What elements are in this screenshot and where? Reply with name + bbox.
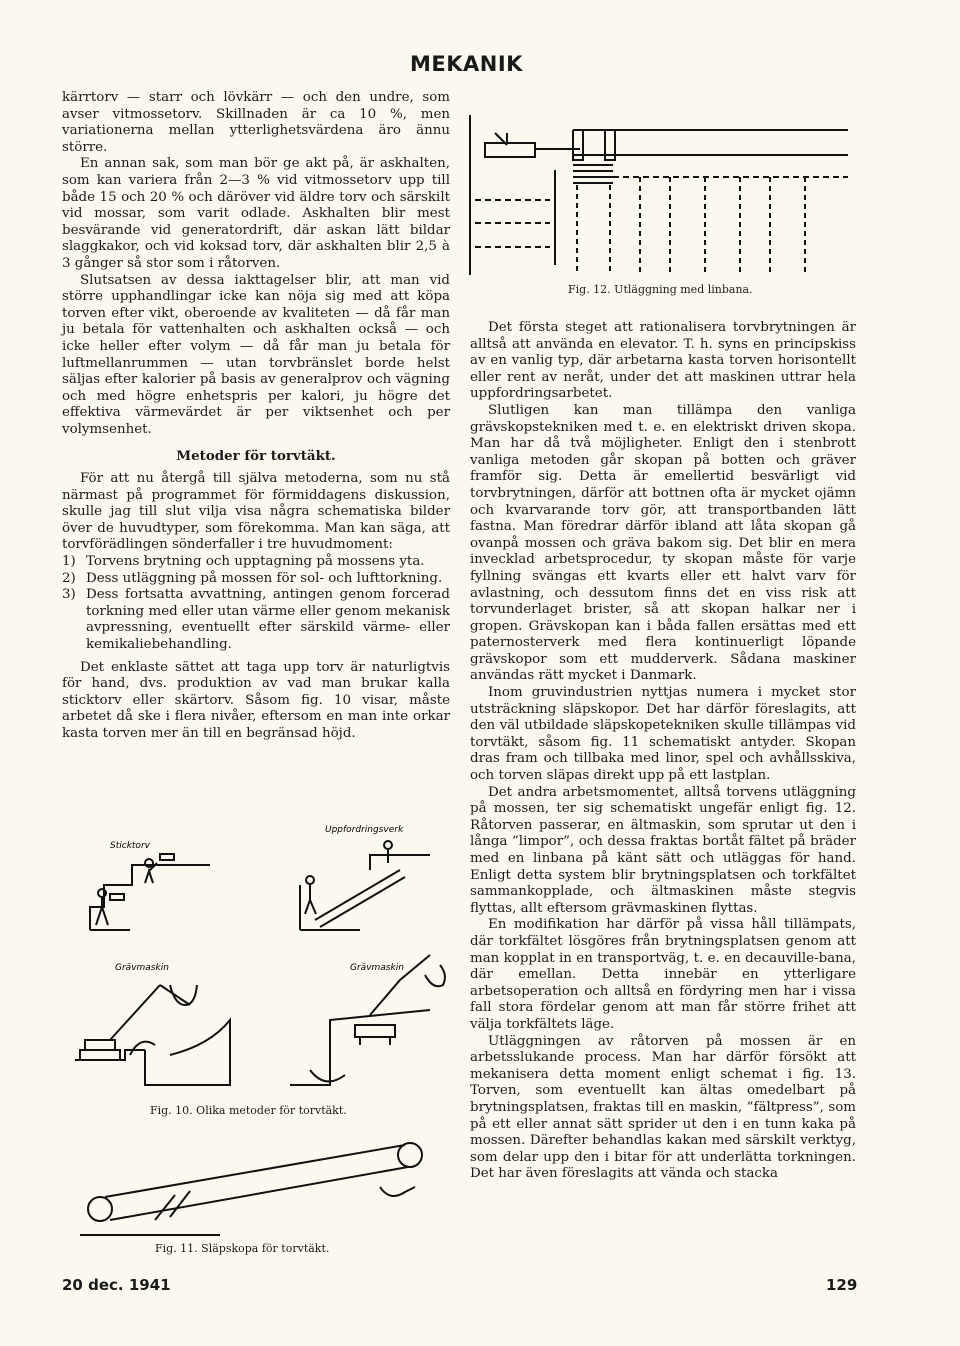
- paragraph: En modifikation har därför på vissa håll tillämpats, där torkfältet lösgöres från brytningsplatsen genom att man kopplat in en transportväg, t. e. en decauville-bana, där emellan. Detta innebär en ytterligare arbetsoperation och alltså en fördyring men har i vissa fall stora fördelar genom att man får större frihet att välja torkfältets läge.: [470, 917, 856, 1032]
- figure-11-caption: Fig. 11. Släpskopa för torvtäkt.: [155, 1242, 330, 1255]
- section-subheading: Metoder för torvtäkt.: [176, 448, 336, 465]
- paragraph: För att nu återgå till själva metoderna, som nu stå närmast på programmet för förmiddagens diskussion, skulle jag till slut vilja visa några schematiska bilder över de huvudtyper, som förekomma. Man kan säga, att torvförädlingen sönderfaller i tre huvudmoment:: [62, 471, 450, 553]
- list-item: 2) Dess utläggning på mossen för sol- och lufttorkning.: [62, 570, 443, 586]
- footer-date: 20 dec. 1941: [62, 1276, 171, 1294]
- left-column: [62, 90, 450, 743]
- section-header: MEKANIK: [410, 52, 523, 76]
- figure-label-gravmaskin: Grävmaskin: [350, 963, 404, 973]
- paragraph: Det enklaste sättet att taga upp torv är naturligtvis för hand, dvs. produktion av vad man brukar kalla sticktorv eller skärtorv. Såsom fig. 10 visar, måste arbetet då ske i flera nivåer, eftersom en man inte orkar kasta torven mer än till en begränsad höjd.: [62, 659, 450, 741]
- paragraph: Det andra arbetsmomentet, alltså torvens utläggning på mossen, ter sig schematiskt ungefär enligt fig. 12. Råtorven passerar, en ältmaskin, som sprutar ut den i långa ”limpor”, och dessa fraktas bortåt fältet på bräder med en linbana på känt sätt och utläggas för hand. Enligt detta system blir brytningsplatsen och torkfältet sammankopplade, och ältmaskinen måste stegvis flyttas, allt eftersom grävmaskinen flyttas.: [470, 784, 856, 916]
- figure-12-caption: Fig. 12. Utläggning med linbana.: [568, 283, 753, 296]
- figure-10-diagram: [70, 815, 460, 1105]
- page-number: 129: [826, 1276, 858, 1294]
- paragraph: En annan sak, som man bör ge akt på, är askhalten, som kan variera från 2—3 % vid vitmossetorv upp till både 15 och 20 % och däröver vid äldre torv och särskilt vid mossar, som varit odlade. Askhalten blir mest besvärande vid generatordrift, där askan lätt bildar slaggkakor, och vid koksad torv, där askhalten blir 2,5 à 3 gånger så stor som i råtorven.: [62, 156, 450, 271]
- list-item: 3) Dess fortsatta avvattning, antingen genom forcerad torkning med eller utan värme eller genom mekanisk avpressning, eventuellt efter särskild värme- eller kemikaliebehandling.: [62, 587, 450, 652]
- paragraph: Slutligen kan man tillämpa den vanliga grävskopstekniken med t. e. en elektriskt driven skopa. Man har då två möjligheter. Enligt den i stenbrott vanliga metoden går skopan på botten och gräver framför sig. Detta är emellertid besvärligt vid torvbrytningen, därför att bottnen ofta är mycket ojämn och kvarvarande torv gör, att transportbanden lätt fastna. Man föredrar därför ibland att låta skopan gå ovanpå mossen och gräva bakom sig. Det blir en mera invecklad arbetsprocedur, ty skopan måste för varje fyllning svängas ett kvarts eller ett halvt varv för avlastning, och dessutom finns det en viss risk att torvunderlaget brister, så att skopan halkar ner i gropen. Grävskopan kan i båda fallen ersättas med ett paternosterverk med flera kontinuerligt löpande grävskopor som ett mudderverk. Sådana maskiner användas rätt mycket i Danmark.: [470, 402, 856, 684]
- paragraph: Inom gruvindustrien nyttjas numera i mycket stor utsträckning släpskopor. Det har därför föreslagits, att den väl utbildade släpskopetekniken skulle tillämpas vid torvtäkt, såsom fig. 11 schematiskt antyder. Skopan dras fram och tillbaka med linor, spel och avhållsskiva, och torven släpas direkt upp på ett lastplan.: [470, 685, 856, 784]
- paragraph: Slutsatsen av dessa iakttagelser blir, att man vid större upphandlingar icke kan nöja sig med att köpa torven efter vikt, oberoende av kvaliteten — då får man ju betala för vattenhalten och askhalten också — och icke heller efter volym — då får man ju betala för luftmellanrummen — utan torvbränslet borde helst säljas efter kalorier på basis av generalprov och vägning och med högre enhetspris per kalori, ju högre det effektiva värmevärdet är per viktsenhet och per volymsenhet.: [62, 272, 450, 437]
- figure-label-sticktorv: Sticktorv: [110, 841, 150, 851]
- figure-10-caption: Fig. 10. Olika metoder för torvtäkt.: [150, 1104, 347, 1117]
- figure-11-diagram: [80, 1125, 430, 1245]
- list-item: 1) Torvens brytning och upptagning på mossens yta.: [62, 554, 425, 570]
- numbered-list: [62, 554, 450, 654]
- figure-12-diagram: [465, 95, 855, 285]
- paragraph: kärrtorv — starr och lövkärr — och den undre, som avser vitmossetorv. Skillnaden är ca 10 %, men variationerna mellan ytterlighetsvärdena äro ännu större.: [62, 90, 450, 155]
- right-column: [470, 320, 856, 1183]
- paragraph: Utläggningen av råtorven på mossen är en arbetsslukande process. Man har därför försökt att mekanisera detta moment enligt schemat i fig. 13. Torven, som eventuellt kan ältas omedelbart på brytningsplatsen, fraktas till en maskin, ”fältpress”, som på ett eller annat sätt sprider ut den i en tunn kaka på mossen. Därefter behandlas kakan med särskilt verktyg, som delar upp den i bitar för att underlätta torkningen. Det har även föreslagits att vända och stacka: [470, 1033, 856, 1182]
- paragraph: Det första steget att rationalisera torvbrytningen är alltså att använda en elevator. T. h. syns en principskiss av en vanlig typ, där arbetarna kasta torven horisontellt eller rent av neråt, under det att maskinen uttrar hela uppfordringsarbetet.: [470, 320, 856, 402]
- figure-label-gravmaskin: Grävmaskin: [115, 963, 169, 973]
- figure-label-uppfordringsverk: Uppfordringsverk: [325, 825, 404, 835]
